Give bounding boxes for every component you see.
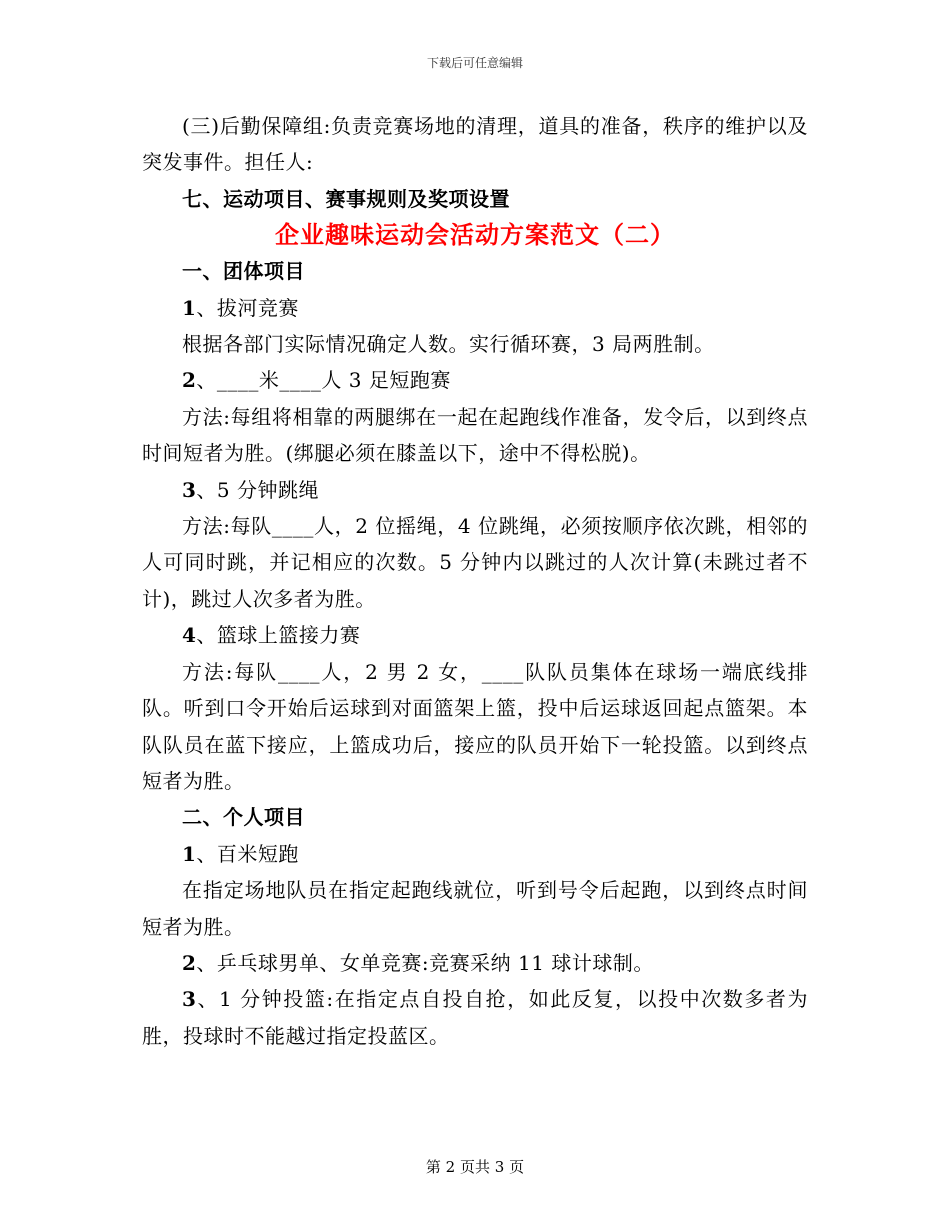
section-heading-seven: 七、运动项目、赛事规则及奖项设置	[182, 186, 510, 211]
item-number: 2	[182, 368, 197, 393]
item-number: 3	[182, 477, 197, 502]
item-tug-of-war	[142, 290, 808, 326]
item-jump-rope	[142, 472, 808, 508]
paragraph-logistics-group: (三)后勤保障组:负责竞赛场地的清理，道具的准备，秩序的维护以及突发事件。担任人:	[142, 114, 808, 175]
page-header-note: 下载后可任意编辑	[426, 56, 523, 70]
paragraph-tug-of-war-rules: 根据各部门实际情况确定人数。实行循环赛，3 局两胜制。	[182, 332, 715, 357]
item-three-leg-race	[142, 362, 808, 398]
document-title: 企业趣味运动会活动方案范文（二）	[275, 220, 675, 250]
item-number: 1	[182, 295, 197, 320]
item-title: 、1 分钟投篮:在指定点自投自抢，如此反复，以投中次数多者为胜，投球时不能越过指定投蓝区。	[142, 987, 808, 1048]
item-number: 2	[182, 950, 197, 975]
item-basketball-relay	[142, 617, 808, 653]
item-number: 1	[182, 841, 197, 866]
item-100m-sprint	[142, 836, 808, 872]
item-title: 、篮球上篮接力赛	[196, 623, 361, 648]
item-title: 、拔河竞赛	[196, 295, 299, 320]
item-one-minute-shooting	[142, 981, 808, 1054]
item-table-tennis	[142, 945, 808, 981]
item-title: 、____米____人 3 足短跑赛	[196, 368, 451, 393]
item-title: 、乒乓球男单、女单竞赛:竞赛采纳 11 球计球制。	[196, 950, 654, 975]
paragraph-three-leg-race-rules: 方法:每组将相靠的两腿绑在一起在起跑线作准备，发令后，以到终点时间短者为胜。(绑腿必须在膝盖以下，途中不得松脱)。	[142, 404, 808, 466]
paragraph-100m-sprint-rules: 在指定场地队员在指定起跑线就位，听到号令后起跑，以到终点时间短者为胜。	[142, 878, 808, 939]
item-title: 、百米短跑	[196, 841, 299, 866]
item-number: 4	[182, 623, 197, 648]
section-heading-individual-events: 二、个人项目	[182, 805, 305, 830]
section-heading-team-events: 一、团体项目	[182, 259, 305, 284]
document-body	[142, 108, 808, 1054]
item-number: 3	[182, 987, 197, 1012]
paragraph-basketball-relay-rules: 方法:每队____人，2 男 2 女，____队队员集体在球场一端底线排队。听到口令开始后运球到对面篮架上篮，投中后运球返回起点篮架。本队队员在蓝下接应，上篮成功后，接应的队员开始下一轮投篮。以到终点短者为胜。	[142, 659, 808, 793]
paragraph-jump-rope-rules: 方法:每队____人，2 位摇绳，4 位跳绳，必须按顺序依次跳，相邻的人可同时跳，并记相应的次数。5 分钟内以跳过的人次计算(未跳过者不计)，跳过人次多者为胜。	[142, 514, 808, 611]
item-title: 、5 分钟跳绳	[196, 477, 320, 502]
page-footer-number: 第 2 页共 3 页	[425, 1158, 525, 1176]
